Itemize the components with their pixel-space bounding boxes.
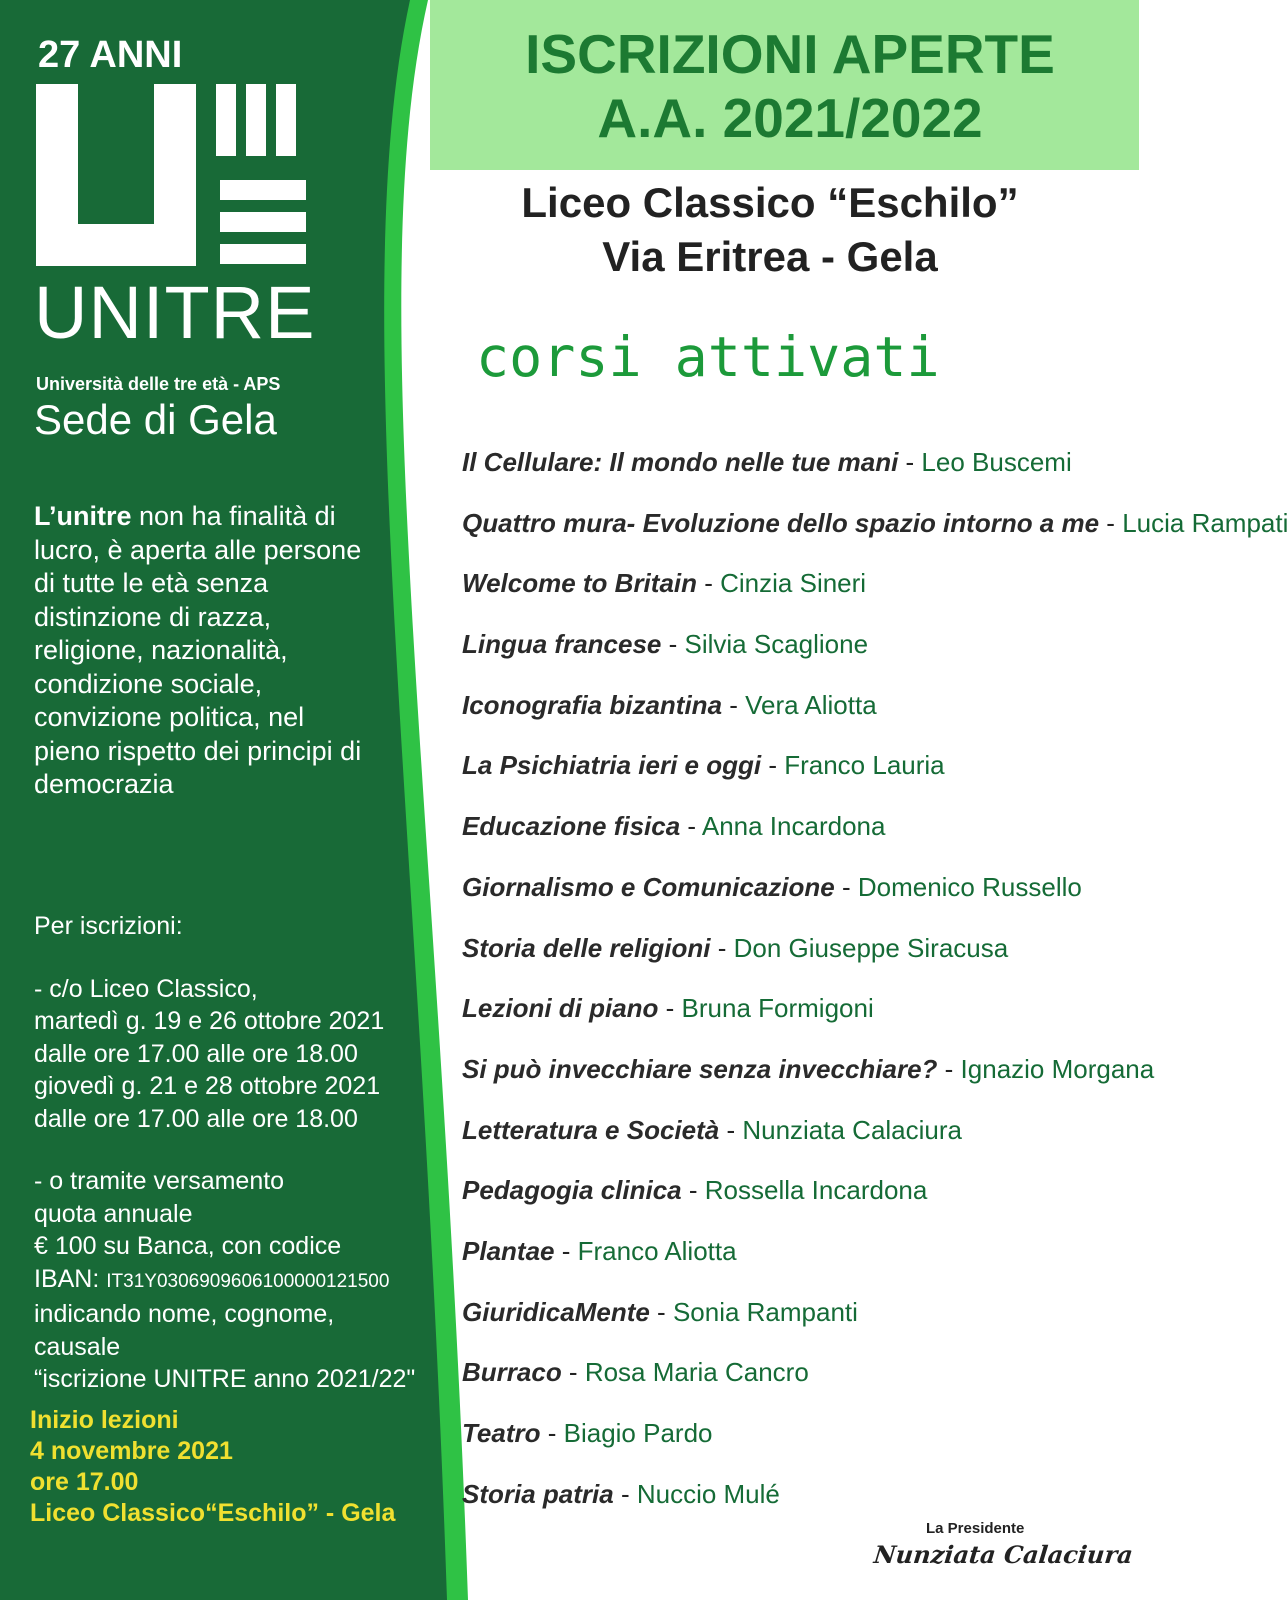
course-name: Storia patria: [462, 1478, 614, 1509]
iban-label: IBAN:: [34, 1264, 107, 1293]
logo-bar-2: [246, 84, 266, 156]
mission-bold: L’unitre: [34, 501, 132, 531]
iban-line: [34, 1263, 424, 1299]
course-item: [462, 871, 1132, 932]
school-street: Via Eritrea - Gela: [602, 233, 938, 280]
course-item: [462, 567, 1132, 628]
course-item: [462, 749, 1132, 810]
course-name: Welcome to Britain: [462, 568, 698, 599]
course-item: [462, 507, 1288, 568]
anniversary-label: 27 ANNI: [38, 34, 183, 76]
logo-u-shape: [36, 84, 196, 266]
course-teacher: Rossella Incardona: [704, 1175, 928, 1206]
course-name: Il Cellulare: Il mondo nelle tue mani: [462, 447, 899, 477]
course-teacher: Cinzia Sineri: [720, 568, 867, 599]
course-teacher: Domenico Russello: [857, 871, 1082, 902]
course-teacher: Leo Buscemi: [921, 447, 1072, 477]
iscrizioni-info: [34, 910, 424, 1396]
course-teacher: Rosa Maria Cancro: [584, 1357, 809, 1388]
course-teacher: Nunziata Calaciura: [742, 1114, 962, 1145]
course-separator: -: [540, 1418, 564, 1448]
course-name: Giornalismo e Comunicazione: [462, 871, 835, 902]
course-item: [462, 1174, 1132, 1235]
course-item: [462, 1417, 1132, 1478]
course-separator: -: [661, 629, 685, 660]
logo-bar-5: [220, 212, 306, 232]
course-name: Letteratura e Società: [462, 1114, 720, 1145]
course-teacher: Sonia Rampanti: [672, 1296, 858, 1327]
course-separator: -: [898, 447, 922, 477]
logo-bar-4: [220, 180, 306, 200]
option1-line: dalle ore 17.00 alle ore 18.00: [34, 1104, 358, 1133]
course-item: [462, 1478, 1132, 1539]
course-teacher: Vera Aliotta: [745, 689, 877, 720]
mission-text: non ha finalità di lucro, è aperta alle persone di tutte le età senza distinzione di razza, religione, nazionalità, condizione sociale, convizione politica, nel pieno rispetto dei principi di democrazia: [34, 501, 362, 799]
inizio-line: ore 17.00: [30, 1468, 139, 1496]
course-separator: -: [761, 750, 785, 781]
logo-bar-1: [216, 84, 236, 156]
option2-line: € 100 su Banca, con codice: [34, 1232, 342, 1260]
option1-line: dalle ore 17.00 alle ore 18.00: [34, 1039, 358, 1068]
option1-line: giovedì g. 21 e 28 ottobre 2021: [34, 1072, 381, 1100]
course-separator: -: [937, 1053, 961, 1084]
course-item: [462, 992, 1132, 1053]
course-separator: -: [697, 568, 721, 599]
course-separator: -: [710, 932, 734, 963]
course-item: [462, 810, 1132, 871]
iban-code: IT31Y0306909606100000121500: [106, 1270, 390, 1292]
course-teacher: Ignazio Morgana: [960, 1053, 1155, 1084]
course-name: Burraco: [462, 1357, 562, 1388]
logo-bar-6: [220, 244, 306, 264]
course-separator: -: [834, 871, 858, 902]
course-item: [462, 1235, 1132, 1296]
course-item: [462, 446, 1132, 507]
unitre-wordmark: UNITRE: [34, 271, 316, 354]
option1-line: - c/o Liceo Classico,: [34, 974, 258, 1003]
course-teacher: Biagio Pardo: [563, 1418, 713, 1448]
per-iscrizioni-heading: Per iscrizioni:: [34, 912, 183, 940]
course-teacher: Franco Aliotta: [577, 1235, 737, 1266]
course-name: Lezioni di piano: [462, 993, 659, 1024]
course-item: [462, 628, 1132, 689]
course-separator: -: [1099, 507, 1123, 538]
course-separator: -: [722, 689, 746, 720]
course-item: [462, 1114, 1132, 1175]
course-separator: -: [681, 1175, 705, 1206]
course-list: [462, 446, 1288, 1538]
signature-name: Nunziata Calaciura: [872, 1540, 1135, 1569]
course-teacher: Franco Lauria: [784, 750, 945, 781]
unitre-logo-icon: [36, 84, 316, 274]
option2-line: “iscrizione UNITRE anno 2021/22": [34, 1365, 416, 1393]
corsi-attivati-title: corsi attivati: [476, 325, 940, 389]
inizio-line: Liceo Classico“Eschilo” - Gela: [30, 1499, 396, 1527]
sede-label: Sede di Gela: [34, 396, 277, 443]
course-item: [462, 1053, 1155, 1114]
course-teacher: Anna Incardona: [701, 811, 886, 842]
course-item: [462, 689, 1132, 750]
option1-line: martedì g. 19 e 26 ottobre 2021: [34, 1007, 385, 1035]
school-name: Liceo Classico “Eschilo”: [521, 179, 1019, 226]
course-name: GiuridicaMente: [462, 1296, 650, 1327]
inizio-lezioni: [30, 1405, 430, 1529]
course-name: Educazione fisica: [462, 811, 681, 842]
course-separator: -: [554, 1235, 578, 1266]
course-separator: -: [680, 811, 702, 842]
course-name: Quattro mura- Evoluzione dello spazio intorno a me: [462, 507, 1100, 538]
header-title-line2: A.A. 2021/2022: [597, 87, 983, 149]
course-item: [462, 1356, 1132, 1417]
course-name: Teatro: [462, 1418, 541, 1448]
course-teacher: Silvia Scaglione: [684, 629, 869, 660]
course-teacher: Lucia Rampati: [1122, 507, 1288, 538]
course-item: [462, 932, 1132, 993]
course-teacher: Bruna Formigoni: [681, 993, 874, 1024]
course-name: Lingua francese: [462, 629, 662, 660]
course-separator: -: [658, 993, 682, 1024]
course-name: Plantae: [462, 1235, 555, 1266]
header-title: [440, 22, 1140, 150]
option2-line: quota annuale: [34, 1199, 193, 1228]
option2-line: - o tramite versamento: [34, 1167, 285, 1195]
course-name: La Psichiatria ieri e oggi: [462, 750, 762, 781]
signature-role: La Presidente: [926, 1520, 1025, 1537]
course-separator: -: [719, 1114, 743, 1145]
option2-line: indicando nome, cognome, causale: [34, 1300, 335, 1361]
course-name: Storia delle religioni: [462, 932, 711, 963]
header-title-line1: ISCRIZIONI APERTE: [525, 23, 1055, 85]
course-teacher: Nuccio Mulé: [636, 1478, 780, 1509]
inizio-line: Inizio lezioni: [30, 1406, 179, 1434]
inizio-line: 4 novembre 2021: [30, 1437, 233, 1465]
course-separator: -: [561, 1357, 585, 1388]
course-name: Si può invecchiare senza invecchiare?: [462, 1053, 938, 1084]
mission-statement: [34, 500, 364, 802]
course-separator: -: [613, 1478, 637, 1509]
course-teacher: Don Giuseppe Siracusa: [733, 932, 1009, 963]
course-item: [462, 1296, 1132, 1357]
school-address: [440, 176, 1100, 284]
course-name: Iconografia bizantina: [462, 689, 723, 720]
logo-bar-3: [276, 84, 296, 156]
course-name: Pedagogia clinica: [462, 1175, 682, 1206]
universita-subtitle: Università delle tre età - APS: [36, 374, 281, 394]
course-separator: -: [649, 1296, 673, 1327]
